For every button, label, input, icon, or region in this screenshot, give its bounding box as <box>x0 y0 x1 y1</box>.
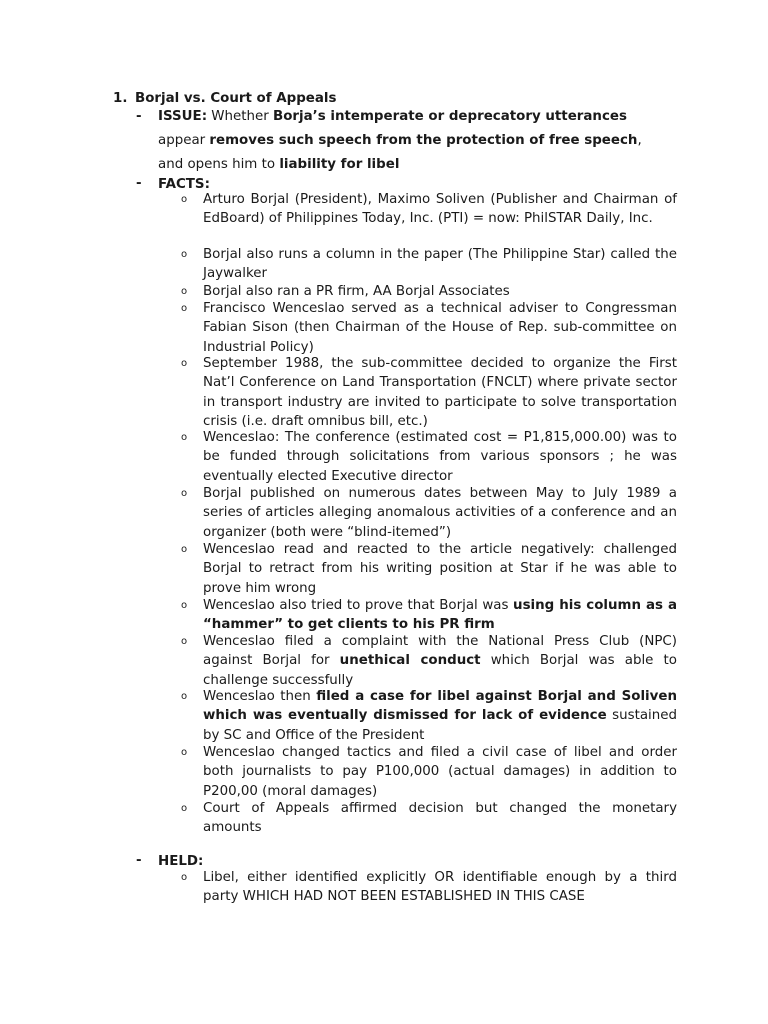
bullet-icon: o <box>181 303 188 314</box>
text-run: using his column as a “hammer” to get clients to his PR firm <box>203 598 678 633</box>
bullet-icon: o <box>181 358 188 369</box>
held-dash: - <box>136 853 142 868</box>
bullet-icon: o <box>181 872 188 883</box>
facts-item <box>203 743 677 801</box>
text-run: Whether <box>207 109 274 124</box>
bullet-icon: o <box>181 747 188 758</box>
text-run: September 1988, the sub-committee decided to organize the First Nat’l Conference on Land Transportation (FNCLT) where private sector in transport industry are invited to participate to solve transportation crisis (i.e. draft omnibus bill, etc.) <box>203 356 677 430</box>
text-run: Borjal also runs a column in the paper (The Philippine Star) called the Jaywalker <box>203 247 677 282</box>
bullet-icon: o <box>181 286 188 297</box>
facts-item <box>203 540 677 598</box>
text-run: liability for libel <box>279 157 400 172</box>
facts-label: FACTS: <box>158 177 210 192</box>
case-title: Borjal vs. Court of Appeals <box>135 91 337 106</box>
facts-item <box>203 428 677 486</box>
facts-item <box>203 632 677 690</box>
issue-line-3 <box>158 155 677 175</box>
text-run: which Borjal was able to challenge successfully <box>203 653 677 688</box>
bullet-icon: o <box>181 803 188 814</box>
text-run: unethical conduct <box>339 653 481 669</box>
text-run: Wenceslao: The conference (estimated cost = P1,815,000.00) was to be funded through solicitations from various sponsors ; he was eventually elected Executive director <box>203 430 677 484</box>
text-run: and opens him to <box>158 157 280 172</box>
text-run: Wenceslao then <box>203 689 317 704</box>
issue-line-2 <box>158 131 677 151</box>
text-run: Wenceslao filed a complaint with the National Press Club (NPC) against Borjal for <box>203 634 677 669</box>
bullet-icon: o <box>181 432 188 443</box>
text-run: removes such speech from the protection of free speech <box>209 133 638 148</box>
text-run: Wenceslao also tried to prove that Borjal was <box>203 598 514 613</box>
facts-item <box>203 190 677 229</box>
facts-item <box>203 799 677 838</box>
text-run: sustained by SC and Office of the President <box>203 708 677 743</box>
bullet-icon: o <box>181 600 188 611</box>
issue-line-1 <box>158 107 677 127</box>
facts-dash: - <box>136 176 142 191</box>
text-run: appear <box>158 133 210 148</box>
issue-dash: - <box>136 109 142 124</box>
text-run: Wenceslao read and reacted to the article negatively: challenged Borjal to retract from his writing position at Star if he was able to prove him wrong <box>203 542 677 596</box>
text-run: Libel, either identified explicitly OR identifiable enough by a third party WHICH HAD NOT BEEN ESTABLISHED IN THIS CASE <box>203 870 677 905</box>
facts-item <box>203 484 677 542</box>
bullet-icon: o <box>181 249 188 260</box>
held-label: HELD: <box>158 854 204 869</box>
text-run: Wenceslao changed tactics and filed a civil case of libel and order both journalists to pay P100,000 (actual damages) in addition to P200,00 (moral damages) <box>203 745 677 799</box>
issue-label: ISSUE: <box>158 109 208 124</box>
text-run: Court of Appeals affirmed decision but changed the monetary amounts <box>203 801 677 836</box>
text-run: Borjal also ran a PR firm, AA Borjal Associates <box>203 284 510 299</box>
text-run: Borjal published on numerous dates between May to July 1989 a series of articles alleging anomalous activities of a conference and an organizer (both were “blind-itemed”) <box>203 486 677 540</box>
facts-item <box>203 354 677 432</box>
held-item <box>203 868 677 907</box>
text-run: Francisco Wenceslao served as a technical adviser to Congressman Fabian Sison (then Chairman of the House of Rep. sub-committee on Industrial Policy) <box>203 301 677 355</box>
facts-item <box>203 299 677 357</box>
text-run: Arturo Borjal (President), Maximo Soliven (Publisher and Chairman of EdBoard) of Philippines Today, Inc. (PTI) = now: PhilSTAR Daily, Inc. <box>203 192 677 227</box>
facts-item <box>203 245 677 284</box>
issue-line-1-text <box>207 109 627 124</box>
bullet-icon: o <box>181 194 188 205</box>
bullet-icon: o <box>181 488 188 499</box>
bullet-icon: o <box>181 544 188 555</box>
facts-item <box>203 687 677 745</box>
text-run: filed a case for libel against Borjal and Soliven which was eventually dismissed for lack of evidence <box>203 689 677 724</box>
facts-item <box>203 596 677 635</box>
text-run: Borja’s intemperate or deprecatory utterances <box>273 109 627 124</box>
text-run: , <box>637 133 642 148</box>
bullet-icon: o <box>181 636 188 647</box>
case-number: 1. <box>113 91 128 106</box>
bullet-icon: o <box>181 691 188 702</box>
